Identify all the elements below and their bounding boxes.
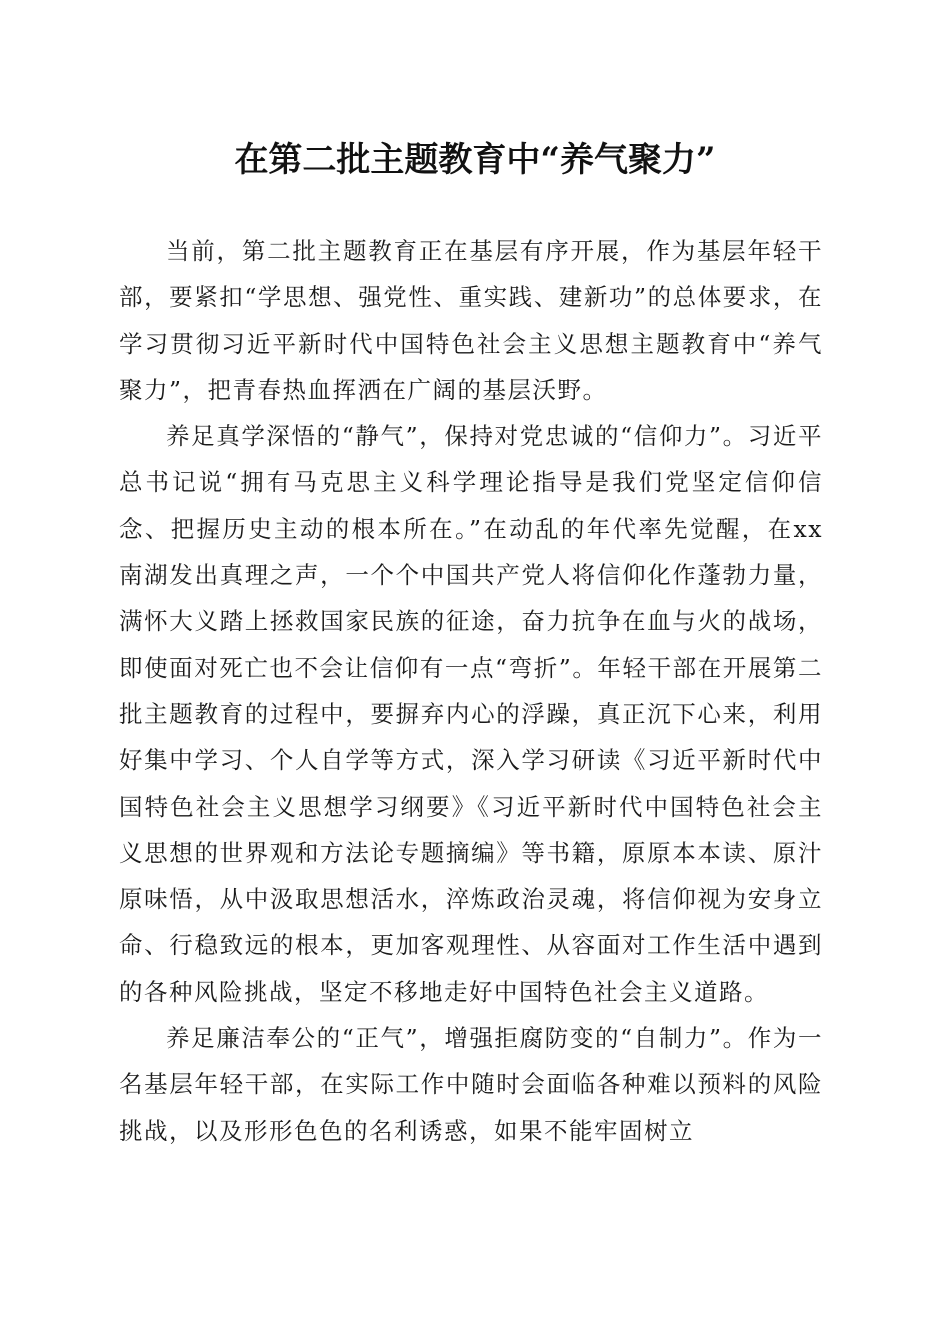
document-body bbox=[119, 228, 823, 1154]
paragraph-integrity: 养足廉洁奉公的“正气”，增强拒腐防变的“自制力”。作为一名基层年轻干部，在实际工作中随时会面临各种难以预料的风险挑战，以及形形色色的名利诱惑，如果不能牢固树立 bbox=[119, 1024, 823, 1145]
paragraph-faith: 养足真学深悟的“静气”，保持对党忠诚的“信仰力”。习近平总书记说“拥有马克思主义科学理论指导是我们党坚定信仰信念、把握历史主动的根本所在。”在动乱的年代率先觉醒，在xx南湖发出真理之声，一个个中国共产党人将信仰化作蓬勃力量，满怀大义踏上拯救国家民族的征途，奋力抗争在血与火的战场，即使面对死亡也不会让信仰有一点“弯折”。年轻干部在开展第二批主题教育的过程中，要摒弃内心的浮躁，真正沉下心来，利用好集中学习、个人自学等方式，深入学习研读《习近平新时代中国特色社会主义思想学习纲要》《习近平新时代中国特色社会主义思想的世界观和方法论专题摘编》等书籍，原原本本读、原汁原味悟，从中汲取思想活水，淬炼政治灵魂，将信仰视为安身立命、行稳致远的根本，更加客观理性、从容面对工作生活中遇到的各种风险挑战，坚定不移地走好中国特色社会主义道路。 bbox=[119, 422, 823, 1006]
document-title: 在第二批主题教育中“养气聚力” bbox=[234, 140, 716, 180]
paragraph-intro: 当前，第二批主题教育正在基层有序开展，作为基层年轻干部，要紧扣“学思想、强党性、重实践、建新功”的总体要求，在学习贯彻习近平新时代中国特色社会主义思想主题教育中“养气聚力”，把青春热血挥洒在广阔的基层沃野。 bbox=[119, 237, 823, 404]
